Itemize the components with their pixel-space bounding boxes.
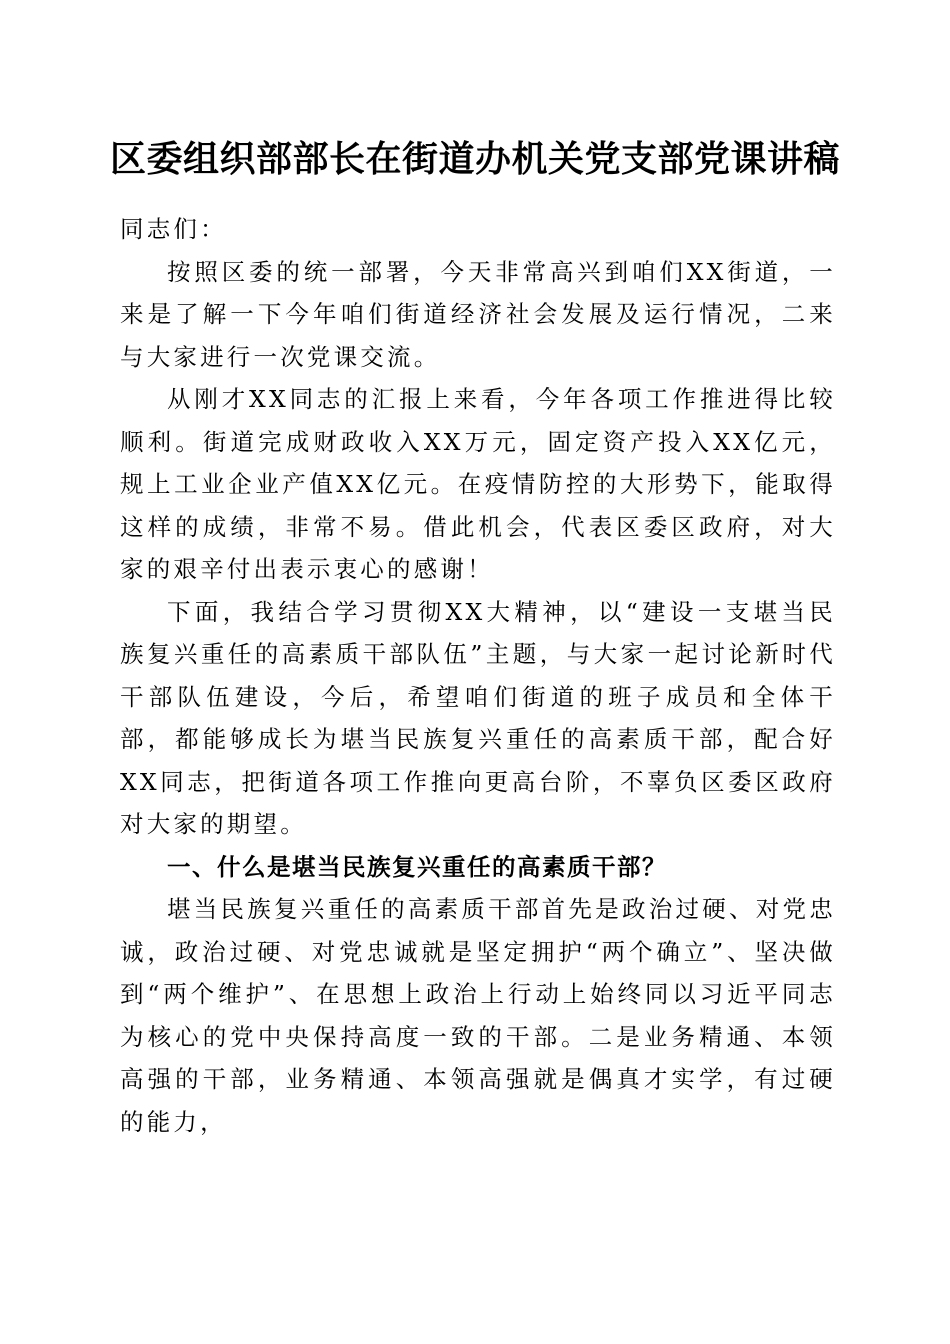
document-body xyxy=(120,208,836,1143)
paragraph: 按照区委的统一部署，今天非常高兴到咱们XX街道，一来是了解一下今年咱们街道经济社会发展及运行情况，二来与大家进行一次党课交流。 xyxy=(120,257,836,371)
salutation: 同志们： xyxy=(120,215,227,243)
section-paragraph: 堪当民族复兴重任的高素质干部首先是政治过硬、对党忠诚，政治过硬、对党忠诚就是坚定拥护“两个确立”、坚决做到“两个维护”、在思想上政治上行动上始终同以习近平同志为核心的党中央保持高度一致的干部。二是业务精通、本领高强的干部，业务精通、本领高强就是偶真才实学，有过硬的能力， xyxy=(120,895,836,1136)
paragraph: 从刚才XX同志的汇报上来看，今年各项工作推进得比较顺利。街道完成财政收入XX万元，固定资产投入XX亿元，规上工业企业产值XX亿元。在疫情防控的大形势下，能取得这样的成绩，非常不易。借此机会，代表区委区政府，对大家的艰辛付出表示衷心的感谢！ xyxy=(120,385,836,583)
paragraph: 下面，我结合学习贯彻XX大精神，以“建设一支堪当民族复兴重任的高素质干部队伍”主题，与大家一起讨论新时代干部队伍建设，今后，希望咱们街道的班子成员和全体干部，都能够成长为堪当民族复兴重任的高素质干部，配合好XX同志，把街道各项工作推向更高台阶，不辜负区委区政府对大家的期望。 xyxy=(120,597,836,838)
document-title: 区委组织部部长在街道办机关党支部党课讲稿 xyxy=(109,138,840,180)
section-heading: 一、什么是堪当民族复兴重任的高素质干部？ xyxy=(167,852,667,881)
